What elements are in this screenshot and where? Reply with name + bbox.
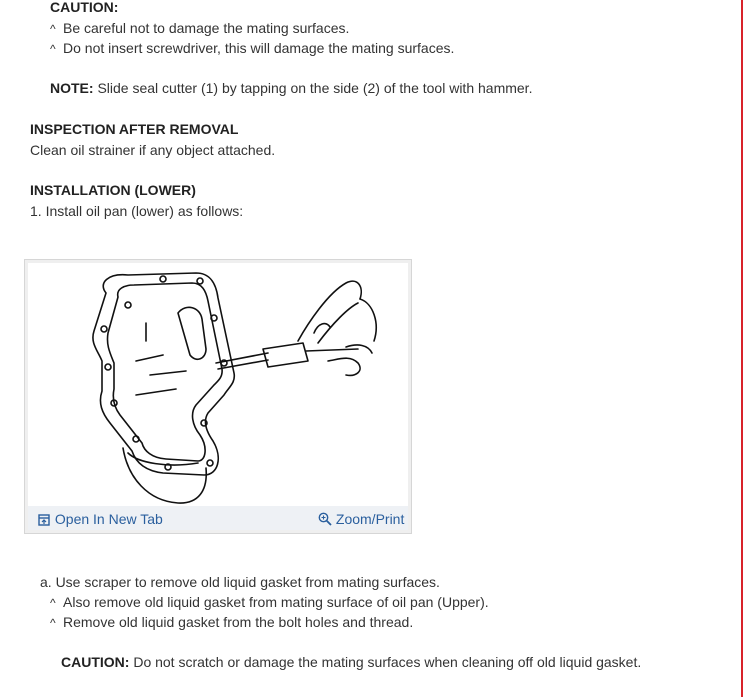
bottom-caution [61, 652, 641, 672]
open-in-new-tab-label: Open In New Tab [54, 511, 163, 527]
zoom-icon [318, 512, 332, 526]
step-a-bullet-text: Also remove old liquid gasket from mating surface of oil pan (Upper). [63, 594, 489, 610]
caution-bullet [50, 18, 349, 39]
caution-label: CAUTION: [50, 0, 119, 15]
zoom-print-link[interactable] [318, 510, 404, 528]
note-label: NOTE: [50, 80, 94, 96]
caution-bullet-text: Be careful not to damage the mating surfaces. [63, 20, 350, 36]
figure-illustration[interactable] [28, 263, 408, 506]
installation-step-1: 1. Install oil pan (lower) as follows: [30, 203, 244, 219]
note-text: Slide seal cutter (1) by tapping on the side (2) of the tool with hammer. [97, 80, 533, 96]
figure-panel [24, 259, 412, 534]
note [50, 78, 532, 98]
bullet-caret: ^ [50, 22, 56, 36]
step-a-bullet [50, 612, 413, 633]
open-new-tab-icon [38, 513, 51, 526]
caution-bullet [50, 38, 454, 59]
bullet-caret: ^ [50, 596, 56, 610]
scraper-handle [263, 343, 308, 367]
scraper-shaft [306, 349, 358, 351]
gasket-flange-inner [107, 283, 222, 461]
hand [298, 281, 372, 375]
open-in-new-tab-link[interactable] [38, 510, 163, 528]
inspection-heading: INSPECTION AFTER REMOVAL [30, 121, 239, 137]
step-a-bullet [50, 592, 489, 613]
caution-text: Do not scratch or damage the mating surfaces when cleaning off old liquid gasket. [133, 654, 642, 670]
bullet-caret: ^ [50, 616, 56, 630]
zoom-print-label: Zoom/Print [335, 511, 405, 527]
pan-rib [146, 323, 186, 375]
hand-fingers [314, 299, 376, 341]
bullet-caret: ^ [50, 42, 56, 56]
figure-toolbar [28, 506, 408, 530]
step-a-text: a. Use scraper to remove old liquid gasket from mating surfaces. [40, 574, 440, 590]
pan-body [123, 448, 206, 503]
caution-label: CAUTION: [61, 654, 130, 670]
step-a-bullet-text: Remove old liquid gasket from the bolt holes and thread. [63, 614, 414, 630]
caution-bullet-text: Do not insert screwdriver, this will damage the mating surfaces. [63, 40, 455, 56]
installation-heading: INSTALLATION (LOWER) [30, 182, 196, 198]
pan-rib [136, 307, 206, 395]
inspection-text: Clean oil strainer if any object attached. [30, 142, 276, 158]
oil-pan-illustration [28, 263, 408, 506]
